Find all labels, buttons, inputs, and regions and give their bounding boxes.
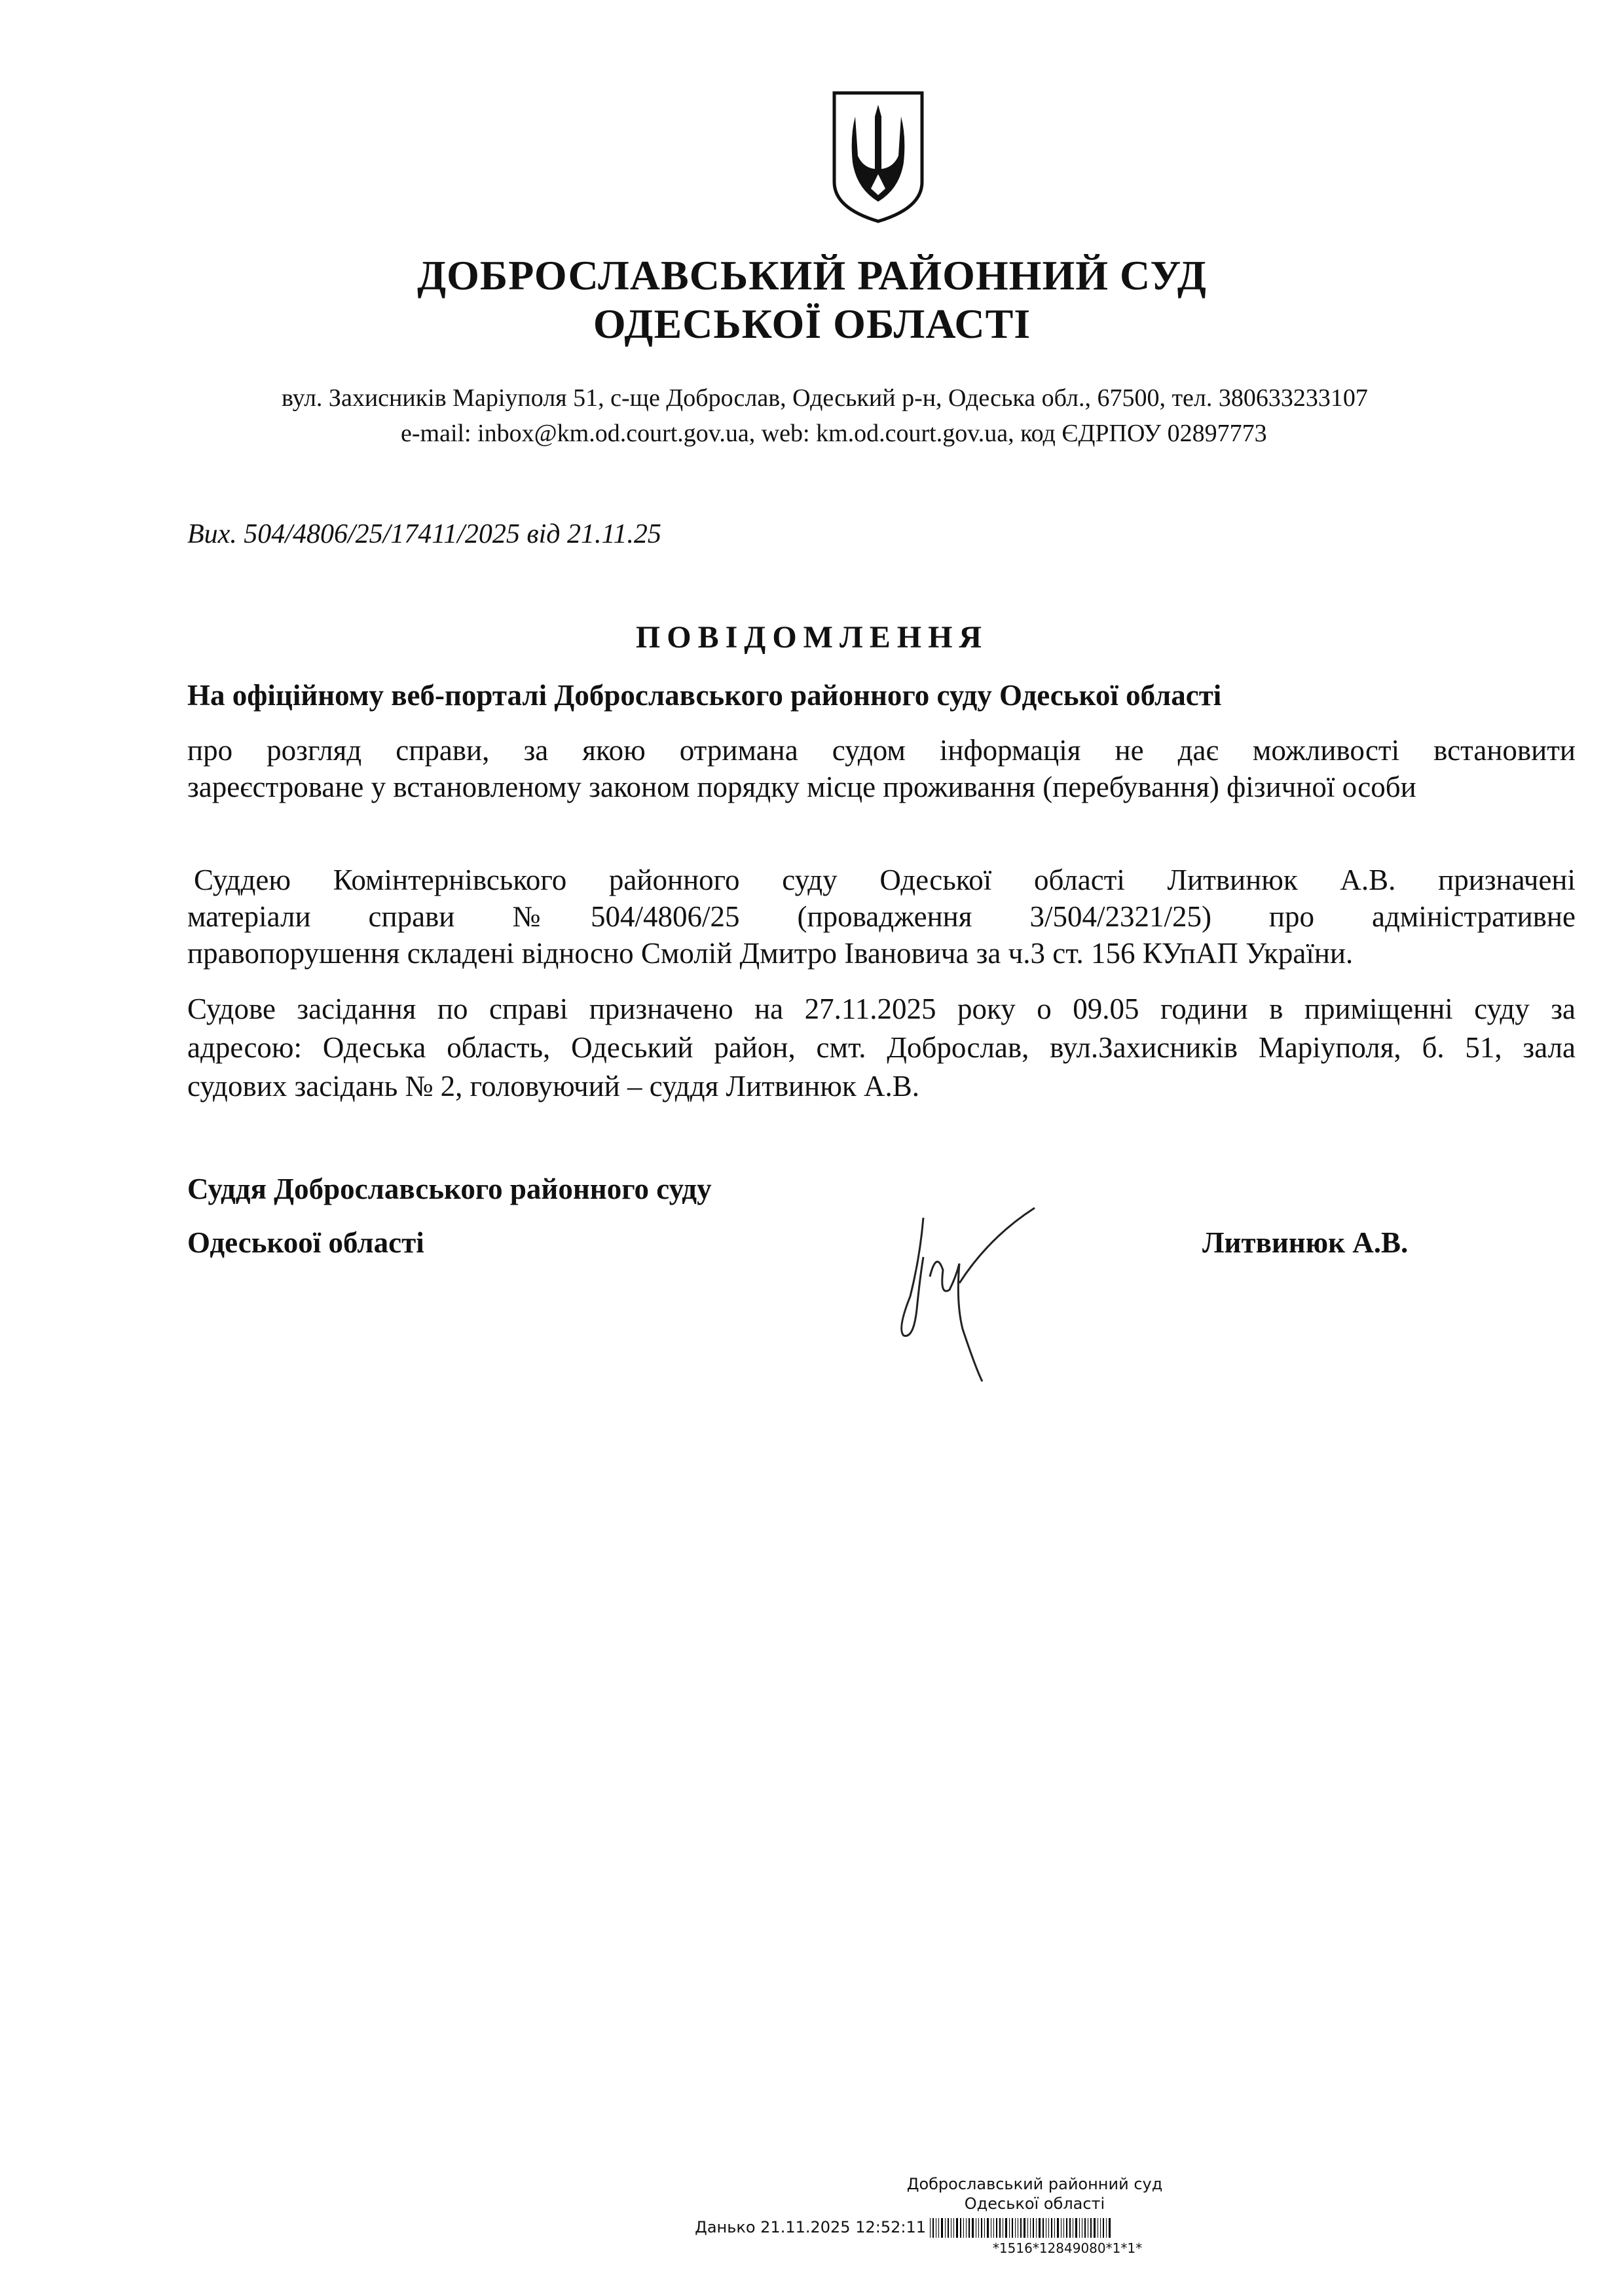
barcode-bar [938, 2218, 939, 2238]
coat-of-arms-emblem [830, 90, 926, 224]
barcode-bar [1020, 2218, 1022, 2238]
outgoing-reference: Вих. 504/4806/25/17411/2025 від 21.11.25 [187, 519, 661, 549]
handwritten-signature [884, 1198, 1048, 1391]
intro-line: про розгляд справи, за якою отримана судом інформація не дає можливості встановити [187, 734, 1576, 767]
barcode-bar [1024, 2218, 1025, 2238]
footer-court-line2: Одеської області [964, 2195, 1105, 2213]
court-title-line1: ДОБРОСЛАВСЬКИЙ РАЙОННИЙ СУД [417, 252, 1207, 299]
barcode-bar [960, 2218, 961, 2238]
barcode-number: *1516*12849080*1*1* [992, 2240, 1143, 2256]
barcode-bar [1048, 2218, 1049, 2238]
barcode-bar [956, 2218, 958, 2238]
barcode-bar [1036, 2218, 1037, 2238]
trident-icon [830, 90, 926, 224]
paragraph-line: Суддею Комінтернівського районного суду Одеської області Литвинюк А.В. призначені [194, 864, 1576, 896]
barcode-bar [1015, 2218, 1016, 2238]
barcode-bar [1090, 2218, 1092, 2238]
barcode-bar [1043, 2218, 1044, 2238]
barcode-bar [932, 2218, 934, 2238]
paragraph-line: Судове засідання по справі призначено на 27.11.2025 року о 09.05 години в приміщенні суду за [187, 993, 1576, 1025]
barcode-bar [1030, 2218, 1031, 2238]
intro-line: зареєстроване у встановленому законом порядку місце проживання (перебування) фізичної особи [187, 771, 1416, 803]
footer-registration-stamp: Данько 21.11.2025 12:52:11 [695, 2218, 926, 2236]
barcode-bar [1012, 2218, 1013, 2238]
notice-intro [187, 732, 1576, 805]
barcode-bar [987, 2218, 989, 2238]
barcode-bar [972, 2218, 974, 2238]
signer-position-line1: Суддя Доброславського районного суду [187, 1173, 712, 1205]
barcode-bar [1057, 2218, 1059, 2238]
signer-position-line2: Одеськоої області [187, 1226, 424, 1259]
barcode-bar [1106, 2218, 1107, 2238]
barcode-bar [1109, 2218, 1111, 2238]
barcode-bar [1063, 2218, 1064, 2238]
notice-paragraph-2 [187, 990, 1576, 1106]
barcode-bar [948, 2218, 949, 2238]
court-title-line2: ОДЕСЬКОЇ ОБЛАСТІ [593, 301, 1031, 347]
barcode-bar [999, 2218, 1001, 2238]
barcode-bar [953, 2218, 954, 2238]
barcode-bar [1066, 2218, 1067, 2238]
barcode-bar [1033, 2218, 1034, 2238]
notice-subheading: На офіційному веб-порталі Доброславського районного суду Одеської області [187, 679, 1222, 712]
barcode-bar [1027, 2218, 1028, 2238]
court-contacts: e-mail: inbox@km.od.court.gov.ua, web: km.od.court.gov.ua, код ЄДРПОУ 02897773 [401, 420, 1267, 447]
barcode-bar [945, 2218, 946, 2238]
notice-heading: ПОВІДОМЛЕННЯ [635, 620, 989, 655]
barcode-bar [984, 2218, 985, 2238]
barcode-bar [941, 2218, 943, 2238]
barcode-bar [1075, 2218, 1077, 2238]
barcode-bar [969, 2218, 970, 2238]
barcode-bar [1079, 2218, 1080, 2238]
barcode [930, 2218, 1143, 2238]
barcode-bar [1103, 2218, 1104, 2238]
barcode-bar [1100, 2218, 1101, 2238]
notice-paragraph-1 [187, 862, 1576, 972]
barcode-bar [930, 2218, 931, 2238]
barcode-bar [1084, 2218, 1086, 2238]
barcode-bar [1069, 2218, 1071, 2238]
barcode-bar [981, 2218, 982, 2238]
barcode-bar [1005, 2218, 1007, 2238]
paragraph-line: судових засідань № 2, головуючий – суддя Литвинюк А.В. [187, 1070, 919, 1102]
footer-court-line1: Доброславський районний суд [906, 2175, 1163, 2193]
barcode-bar [996, 2218, 997, 2238]
barcode-bar [1039, 2218, 1041, 2238]
court-address: вул. Захисників Маріуполя 51, с-ще Доброслав, Одеський р-н, Одеська обл., 67500, тел. 380633233107 [282, 384, 1368, 412]
barcode-bar [966, 2218, 967, 2238]
barcode-bar [1009, 2218, 1010, 2238]
barcode-bar [993, 2218, 994, 2238]
barcode-bar [1054, 2218, 1055, 2238]
barcode-bar [978, 2218, 979, 2238]
signer-name: Литвинюк А.В. [1202, 1226, 1409, 1259]
paragraph-line: адресою: Одеська область, Одеський район, смт. Доброслав, вул.Захисників Маріуполя, б. 51, зала [187, 1031, 1576, 1064]
paragraph-line: правопорушення складені відносно Смолій Дмитро Івановича за ч.3 ст. 156 КУпАП України. [187, 937, 1354, 970]
paragraph-line: матеріали справи №504/4806/25 (провадження 3/504/2321/25) про адміністративне [187, 900, 1576, 933]
barcode-bar [963, 2218, 964, 2238]
barcode-bar [1094, 2218, 1096, 2238]
barcode-bar [1051, 2218, 1052, 2238]
